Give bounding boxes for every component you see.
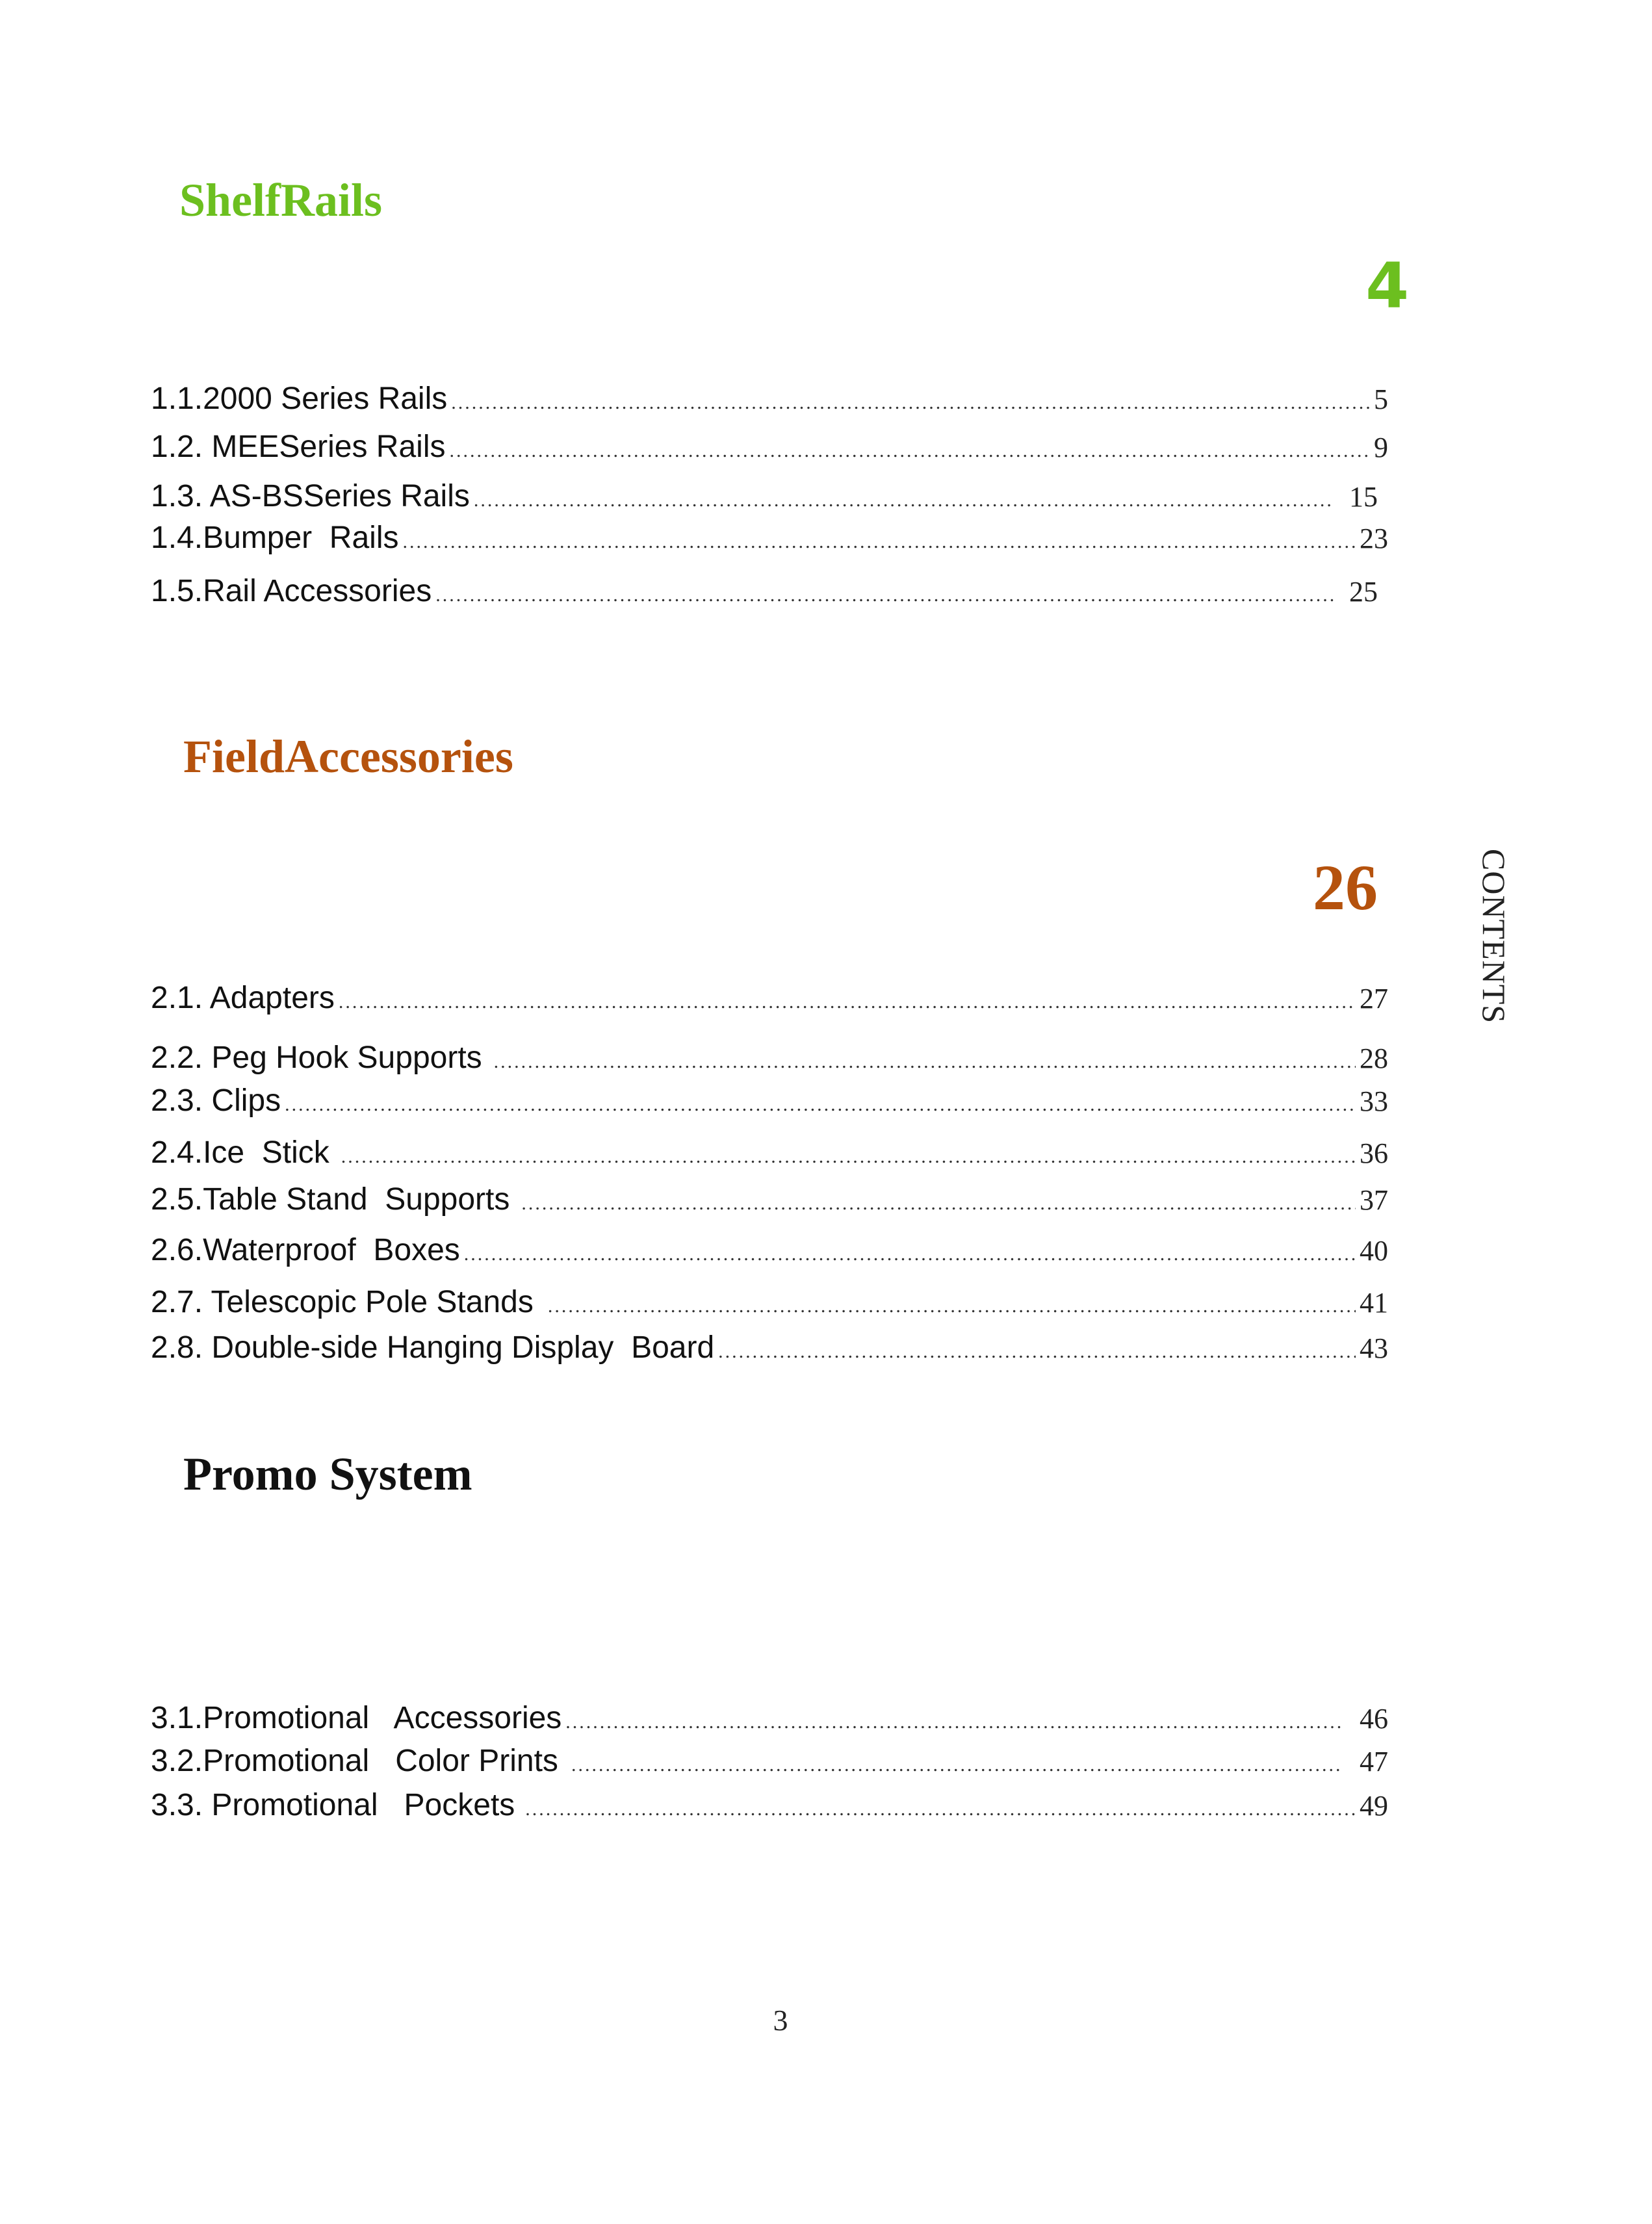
toc-item[interactable] [151, 520, 1388, 562]
page-number: 3 [773, 2004, 788, 2037]
toc-leader-dots [521, 1193, 1356, 1215]
toc-item[interactable] [151, 1083, 1388, 1124]
toc-leader-dots [464, 1243, 1356, 1265]
toc-item[interactable] [151, 1135, 1388, 1176]
toc-item[interactable] [151, 429, 1388, 471]
toc-leader-dots [450, 440, 1371, 462]
toc-item-label: 2.2. Peg Hook Supports [151, 1041, 482, 1075]
section-title-shelf-rails: ShelfRails [179, 174, 383, 226]
toc-item-label: 1.1.2000 Series Rails [151, 381, 448, 416]
toc-leader-dots [341, 1146, 1356, 1168]
toc-item-label: 1.3. AS-BSSeries Rails [151, 479, 470, 513]
toc-item-label: 3.1.Promotional Accessories [151, 1701, 562, 1735]
toc-item[interactable] [151, 573, 1378, 615]
toc-item-label: 2.3. Clips [151, 1083, 281, 1118]
toc-leader-dots [474, 489, 1334, 511]
toc-item[interactable] [151, 381, 1388, 422]
toc-item-page: 49 [1360, 1790, 1388, 1822]
toc-leader-dots [548, 1295, 1356, 1317]
toc-leader-dots [435, 584, 1334, 606]
toc-item-page: 15 [1349, 481, 1378, 513]
toc-item-label: 2.5.Table Stand Supports [151, 1182, 510, 1217]
toc-leader-dots [525, 1798, 1356, 1820]
toc-item-label: 2.4.Ice Stick [151, 1135, 329, 1170]
toc-item[interactable] [151, 1743, 1388, 1785]
toc-item[interactable] [151, 1700, 1388, 1742]
toc-item[interactable] [151, 1232, 1388, 1274]
toc-item-label: 2.1. Adapters [151, 981, 335, 1015]
toc-item-label: 3.2.Promotional Color Prints [151, 1744, 558, 1778]
toc-item-page: 9 [1374, 432, 1388, 463]
toc-leader-dots [285, 1094, 1356, 1116]
toc-item-page: 46 [1360, 1703, 1388, 1735]
toc-item-label: 1.2. MEESeries Rails [151, 430, 446, 464]
toc-item[interactable] [151, 980, 1388, 1022]
toc-item-label: 3.3. Promotional Pockets [151, 1788, 515, 1822]
section-title-promo-system: Promo System [183, 1448, 472, 1500]
toc-item-page: 33 [1360, 1085, 1388, 1117]
toc-item-page: 36 [1360, 1137, 1388, 1169]
toc-item-page: 43 [1360, 1332, 1388, 1364]
section-number-field-accessories: 26 [1313, 851, 1378, 924]
toc-item[interactable] [151, 1330, 1388, 1371]
toc-leader-dots [494, 1051, 1356, 1073]
toc-item-page: 23 [1360, 523, 1388, 554]
toc-leader-dots [565, 1711, 1343, 1733]
toc-item-label: 1.4.Bumper Rails [151, 521, 399, 555]
toc-leader-dots [571, 1754, 1343, 1776]
toc-item-label: 1.5.Rail Accessories [151, 574, 432, 608]
toc-item-label: 2.6.Waterproof Boxes [151, 1233, 460, 1267]
toc-item[interactable] [151, 1182, 1388, 1223]
section-number-shelf-rails: 4 [1365, 250, 1409, 322]
toc-leader-dots [718, 1341, 1356, 1363]
toc-leader-dots [339, 991, 1356, 1013]
toc-leader-dots [451, 392, 1370, 414]
toc-item[interactable] [151, 1284, 1388, 1326]
toc-item-page: 28 [1360, 1042, 1388, 1074]
toc-item[interactable] [151, 1040, 1388, 1081]
toc-item-page: 37 [1360, 1184, 1388, 1216]
toc-leader-dots [403, 531, 1356, 553]
toc-item[interactable] [151, 1787, 1388, 1829]
toc-item-label: 2.8. Double-side Hanging Display Board [151, 1330, 715, 1365]
section-title-field-accessories: FieldAccessories [183, 731, 513, 782]
toc-item-page: 5 [1374, 383, 1388, 415]
toc-item[interactable] [151, 478, 1378, 520]
contents-side-label: CONTENTS [1476, 849, 1512, 1024]
toc-item-page: 47 [1360, 1746, 1388, 1778]
toc-item-page: 41 [1360, 1287, 1388, 1319]
toc-item-page: 40 [1360, 1235, 1388, 1267]
toc-item-page: 25 [1349, 576, 1378, 608]
toc-item-page: 27 [1360, 983, 1388, 1015]
toc-item-label: 2.7. Telescopic Pole Stands [151, 1285, 534, 1319]
